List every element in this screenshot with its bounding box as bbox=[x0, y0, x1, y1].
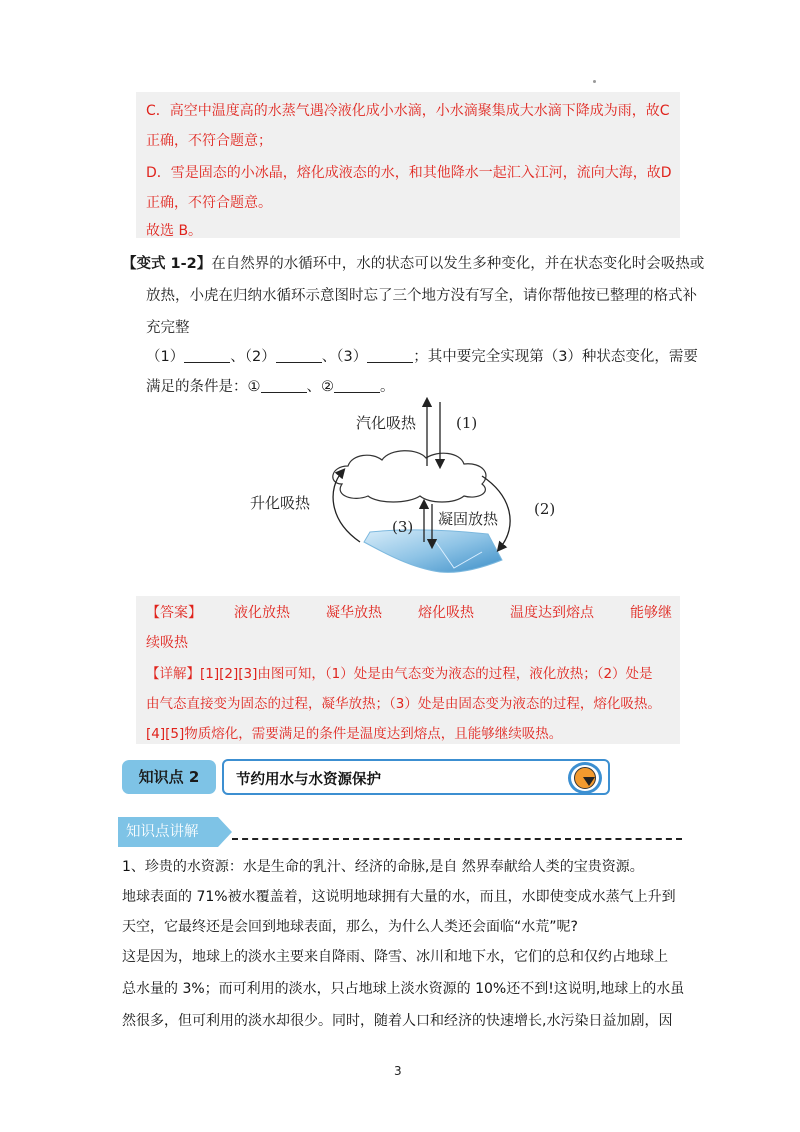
answer-item-5: 能够继 bbox=[630, 605, 672, 621]
variant-question-line2: 放热，小虎在归纳水循环示意图时忘了三个地方没有写全，请你帮他按已整理的格式补 bbox=[146, 288, 697, 304]
body-line: 地球表面的 71%被水覆盖着，这说明地球拥有大量的水，而且，水即使变成水蒸气上升到 bbox=[122, 889, 676, 905]
section-tab: 知识点讲解 bbox=[118, 817, 218, 847]
body-line: 这是因为，地球上的淡水主要来自降雨、降雪、冰川和地下水，它们的总和仅约占地球上 bbox=[122, 949, 668, 965]
water-cycle-diagram bbox=[250, 392, 556, 592]
condition-label-2: 、② bbox=[306, 379, 334, 395]
blank-3[interactable] bbox=[367, 348, 413, 363]
condition-end: 。 bbox=[380, 379, 395, 395]
triangle-shape bbox=[583, 777, 595, 786]
answer-row bbox=[146, 602, 202, 622]
answer-line: 正确，不符合题意； bbox=[146, 133, 272, 149]
answer-line: D．雪是固态的小冰晶，熔化成液态的水，和其他降水一起汇入江河，流向大海，故D bbox=[146, 165, 672, 181]
answer-line: 故选 B。 bbox=[146, 223, 203, 239]
answer-tag: 【答案】 bbox=[146, 605, 202, 621]
variant-tag: 【变式 1-2】 bbox=[122, 256, 212, 272]
detail-line1 bbox=[146, 662, 653, 682]
label-sublimate: 升化吸热 bbox=[250, 494, 311, 512]
blank-1[interactable] bbox=[184, 348, 230, 363]
answer-item-3: 熔化吸热 bbox=[418, 605, 474, 621]
label-1: (1) bbox=[456, 414, 478, 432]
label-vaporize: 汽化吸热 bbox=[356, 414, 417, 432]
tab-arrow bbox=[218, 817, 232, 847]
variant-question-line1 bbox=[122, 252, 704, 273]
detail-line3: [4][5]物质熔化，需要满足的条件是温度达到熔点，且能够继续吸热。 bbox=[146, 726, 563, 742]
toggle-circle bbox=[574, 767, 596, 789]
body-line: 总水量的 3%；而可利用的淡水，只占地球上淡水资源的 10%还不到!这说明,地球上的水虽 bbox=[122, 981, 685, 997]
blank-label-1: （1） bbox=[146, 349, 185, 365]
blank-2[interactable] bbox=[276, 348, 322, 363]
label-freeze: 凝固放热 bbox=[438, 510, 499, 528]
blank-4[interactable] bbox=[261, 378, 307, 393]
label-3: (3) bbox=[392, 518, 414, 536]
knowledge-point-title: 节约用水与水资源保护 bbox=[236, 772, 381, 788]
detail-line2: 由气态直接变为固态的过程，凝华放热；（3）处是由固态变为液态的过程，熔化吸热。 bbox=[146, 696, 661, 712]
label-2: (2) bbox=[534, 500, 556, 518]
variant-text: 在自然界的水循环中，水的状态可以发生多种变化，并在状态变化时会吸热或 bbox=[211, 256, 705, 272]
knowledge-point-label: 知识点 2 bbox=[122, 760, 216, 794]
blank-label-3: 、（3） bbox=[321, 349, 368, 365]
blank-label-2: 、（2） bbox=[230, 349, 276, 365]
cloud-shape bbox=[333, 451, 486, 502]
blank-suffix: ；其中要完全实现第（3）种状态变化，需要 bbox=[413, 349, 698, 365]
blank-5[interactable] bbox=[334, 378, 380, 393]
detail-text: [1][2][3]由图可知，（1）处是由气态变为液态的过程，液化放热；（2）处是 bbox=[200, 666, 653, 682]
detail-tag: 【详解】 bbox=[146, 666, 200, 682]
answer-item-2: 凝华放热 bbox=[326, 605, 382, 621]
condition-label-1: 满足的条件是：① bbox=[146, 379, 261, 395]
chevron-down-icon[interactable] bbox=[568, 762, 602, 794]
variant-question-line3: 充完整 bbox=[146, 320, 190, 336]
answer-item-1: 液化放热 bbox=[234, 605, 290, 621]
answer-item-4: 温度达到熔点 bbox=[510, 605, 594, 621]
page-dot bbox=[593, 80, 596, 83]
body-line: 1、珍贵的水资源：水是生命的乳汁、经济的命脉,是自 然界奉献给人类的宝贵资源。 bbox=[122, 859, 644, 875]
answer-line: 正确，不符合题意。 bbox=[146, 195, 272, 211]
variant-blanks-line bbox=[146, 345, 698, 366]
body-line: 天空，它最终还是会回到地球表面，那么，为什么人类还会面临“水荒”呢? bbox=[122, 919, 578, 935]
page-number: 3 bbox=[394, 1064, 402, 1078]
answer-continue: 续吸热 bbox=[146, 635, 188, 651]
body-line: 然很多，但可利用的淡水却很少。同时，随着人口和经济的快速增长,水污染日益加剧，因 bbox=[122, 1013, 673, 1029]
ice-block bbox=[364, 530, 502, 573]
dashed-divider bbox=[232, 838, 682, 840]
answer-line: C．高空中温度高的水蒸气遇冷液化成小水滴，小水滴聚集成大水滴下降成为雨，故C bbox=[146, 103, 670, 119]
